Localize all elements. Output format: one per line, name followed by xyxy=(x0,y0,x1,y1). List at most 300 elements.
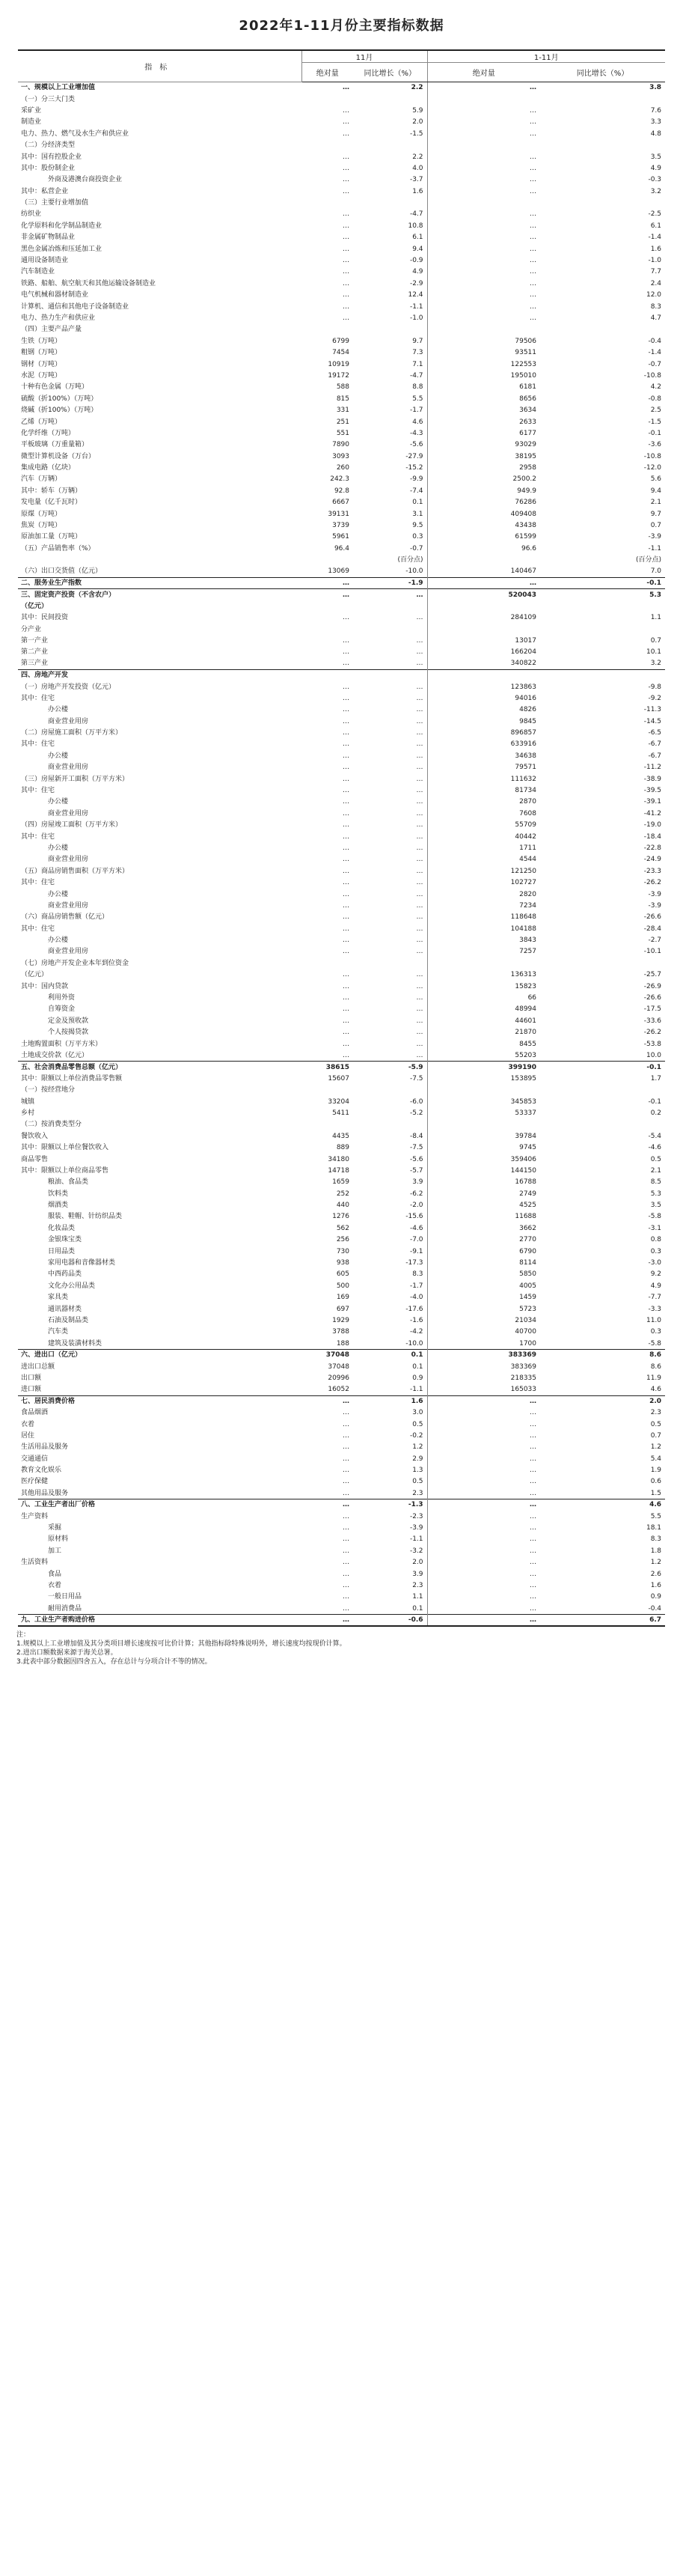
cumulative-absolute-value: 345853 xyxy=(427,1096,540,1107)
cumulative-absolute-value: … xyxy=(427,1419,540,1430)
cumulative-absolute-value: … xyxy=(427,1511,540,1522)
month-absolute-value: 7454 xyxy=(332,349,349,357)
indicator-name: 城镇 xyxy=(21,1097,35,1106)
cumulative-yoy-growth: 5.3 xyxy=(650,1190,662,1198)
cumulative-yoy-growth: -41.2 xyxy=(643,809,662,817)
month-yoy-growth: 9.5 xyxy=(412,522,423,530)
cumulative-yoy-growth: 4.9 xyxy=(650,164,662,172)
table-row xyxy=(18,912,665,923)
indicator-name: 采掘 xyxy=(48,1524,62,1532)
indicator-name: 黑色金属冶炼和压延加工业 xyxy=(21,245,102,253)
cumulative-absolute-value: 949.9 xyxy=(427,485,540,496)
cumulative-yoy-growth: 10.0 xyxy=(646,1051,662,1059)
indicator-name: 办公楼 xyxy=(48,890,69,898)
table-row xyxy=(18,278,665,289)
cumulative-absolute-value: 520043 xyxy=(427,589,540,600)
month-absolute-value: … xyxy=(343,694,349,702)
cumulative-absolute-value: … xyxy=(427,1430,540,1441)
table-row xyxy=(18,335,665,347)
month-absolute-value: … xyxy=(343,1593,349,1601)
cumulative-yoy-growth: 3.5 xyxy=(650,153,662,161)
indicator-name: 其他用品及服务 xyxy=(21,1489,69,1497)
month-absolute-value: … xyxy=(343,279,349,287)
table-row xyxy=(18,451,665,462)
cumulative-yoy-growth xyxy=(540,1084,665,1095)
cumulative-absolute-value: 409408 xyxy=(427,508,540,520)
indicator-name: 第三产业 xyxy=(21,660,49,668)
cumulative-yoy-growth: 0.6 xyxy=(650,1478,662,1486)
cumulative-yoy-growth: 8.3 xyxy=(650,1535,662,1544)
cumulative-yoy-growth: 1.8 xyxy=(650,1547,662,1555)
table-row xyxy=(18,1062,665,1073)
month-absolute-value: … xyxy=(301,577,353,588)
indicator-name: 餐饮收入 xyxy=(21,1132,49,1140)
indicator-name: 电气机械和器材制造业 xyxy=(21,291,89,299)
month-yoy-growth: 5.5 xyxy=(412,395,423,403)
month-yoy-growth: -6.2 xyxy=(409,1190,423,1198)
cumulative-absolute-value: 34638 xyxy=(427,750,540,761)
cumulative-absolute-value: 2500.2 xyxy=(427,474,540,485)
table-row xyxy=(18,508,665,520)
cumulative-yoy-growth: -18.4 xyxy=(643,832,662,841)
month-absolute-value: … xyxy=(343,1431,349,1440)
month-absolute-value: … xyxy=(343,1017,349,1025)
cumulative-absolute-value: … xyxy=(427,1407,540,1418)
cumulative-yoy-growth: 1.2 xyxy=(650,1559,662,1567)
month-yoy-growth: … xyxy=(416,717,423,725)
cumulative-yoy-growth: -12.0 xyxy=(643,464,662,472)
month-yoy-growth: -1.5 xyxy=(409,130,423,138)
indicator-name: 石油及制品类 xyxy=(48,1316,89,1324)
indicator-name: （一）分三大门类 xyxy=(21,95,76,103)
cumulative-absolute-value: 122553 xyxy=(427,359,540,370)
footnotes xyxy=(16,1630,664,1666)
table-row xyxy=(18,889,665,900)
page-title: 2022年1-11月份主要指标数据 xyxy=(239,18,444,34)
cumulative-yoy-growth xyxy=(540,957,665,969)
cumulative-yoy-growth: 4.7 xyxy=(650,314,662,322)
cumulative-absolute-value: 53337 xyxy=(427,1107,540,1118)
month-absolute-value: 4435 xyxy=(332,1132,349,1140)
table-row xyxy=(18,1292,665,1303)
month-absolute-value: 188 xyxy=(336,1339,349,1348)
cumulative-yoy-growth: -0.8 xyxy=(648,395,662,403)
month-yoy-growth: … xyxy=(416,1051,423,1059)
month-yoy-growth: … xyxy=(416,648,423,657)
cumulative-yoy-growth: 2.1 xyxy=(650,1166,662,1175)
month-absolute-value: … xyxy=(343,764,349,772)
table-row xyxy=(18,393,665,404)
indicator-name: 电力、热力、燃气及水生产和供应业 xyxy=(21,130,129,138)
month-yoy-growth: 3.9 xyxy=(412,1178,423,1187)
table-row xyxy=(18,1499,665,1511)
month-yoy-growth: -2.9 xyxy=(409,279,423,287)
table-row xyxy=(18,1361,665,1372)
indicator-name: 利用外资 xyxy=(48,994,76,1002)
cumulative-absolute-value: 140467 xyxy=(427,566,540,577)
table-row xyxy=(18,105,665,116)
month-yoy-growth: -4.0 xyxy=(409,1294,423,1302)
table-row xyxy=(18,532,665,543)
month-absolute-value: … xyxy=(343,890,349,898)
table-row xyxy=(18,647,665,658)
month-yoy-growth: 1.2 xyxy=(412,1443,423,1452)
cumulative-absolute-value: 15823 xyxy=(427,981,540,992)
indicator-name: 其中：住宅 xyxy=(21,925,55,933)
month-yoy-growth: 2.9 xyxy=(412,1455,423,1463)
cumulative-yoy-growth: 0.2 xyxy=(650,1109,662,1117)
cumulative-absolute-value: 76286 xyxy=(427,497,540,508)
table-row xyxy=(18,497,665,508)
cumulative-yoy-growth: 8.6 xyxy=(650,1362,662,1371)
indicator-name: 粗钢（万吨） xyxy=(21,349,62,357)
month-yoy-growth: … xyxy=(416,694,423,702)
table-row xyxy=(18,243,665,255)
month-yoy-growth: … xyxy=(416,1029,423,1037)
indicator-name: 耐用消费品 xyxy=(48,1604,82,1613)
cumulative-absolute-value: 93511 xyxy=(427,347,540,358)
cumulative-absolute-value: … xyxy=(427,290,540,301)
indicator-name: 生产资料 xyxy=(21,1512,49,1520)
cumulative-yoy-growth: -22.8 xyxy=(643,844,662,852)
cumulative-yoy-growth: -0.1 xyxy=(540,577,665,588)
month-absolute-value: … xyxy=(343,1489,349,1497)
cumulative-absolute-value: 633916 xyxy=(427,739,540,750)
indicator-name: （一）按经营地分 xyxy=(21,1086,76,1094)
table-row xyxy=(18,174,665,186)
indicator-name: 个人按揭贷款 xyxy=(48,1029,89,1037)
month-yoy-growth: -1.0 xyxy=(409,314,423,322)
indicator-name: 钢材（万吨） xyxy=(21,360,62,368)
cumulative-absolute-value: … xyxy=(427,82,540,94)
month-yoy-growth: -1.3 xyxy=(353,1499,427,1511)
month-yoy-growth: -1.9 xyxy=(353,577,427,588)
indicator-name: 衣着 xyxy=(48,1581,62,1589)
indicator-name: 其中：轿车（万辆） xyxy=(21,487,82,495)
indicator-name: 居住 xyxy=(21,1431,35,1440)
indicator-name: 商业营业用房 xyxy=(48,948,89,956)
cumulative-absolute-value: 13017 xyxy=(427,635,540,646)
cumulative-yoy-growth: -19.0 xyxy=(643,821,662,829)
month-yoy-growth: -17.3 xyxy=(405,1259,423,1267)
month-absolute-value: … xyxy=(343,913,349,922)
table-row xyxy=(18,1015,665,1026)
month-absolute-value: … xyxy=(343,118,349,127)
cumulative-yoy-growth xyxy=(540,624,665,635)
indicator-table xyxy=(18,49,665,1627)
month-yoy-growth: (百分点) xyxy=(397,556,423,564)
cumulative-yoy-growth: 7.7 xyxy=(650,268,662,276)
table-row xyxy=(18,658,665,669)
month-absolute-value: … xyxy=(343,752,349,760)
month-absolute-value: … xyxy=(343,648,349,657)
table-row xyxy=(18,1557,665,1568)
cumulative-absolute-value: 144150 xyxy=(427,1165,540,1176)
table-row xyxy=(18,520,665,531)
indicator-name: 三、固定资产投资（不含农户） xyxy=(18,589,301,600)
table-row xyxy=(18,1177,665,1188)
month-yoy-growth: 3.0 xyxy=(412,1409,423,1417)
cumulative-absolute-value: 21034 xyxy=(427,1315,540,1326)
indicator-name: 原材料 xyxy=(48,1535,69,1544)
indicator-name: 原煤（万吨） xyxy=(21,510,62,518)
cumulative-yoy-growth: 4.8 xyxy=(650,130,662,138)
indicator-name: 化学纤维（万吨） xyxy=(21,429,76,437)
table-row xyxy=(18,566,665,577)
cumulative-absolute-value: 4826 xyxy=(427,704,540,716)
indicator-name: 汽车类 xyxy=(48,1328,69,1336)
cumulative-yoy-growth: 8.5 xyxy=(650,1178,662,1187)
cumulative-absolute-value: 40442 xyxy=(427,831,540,842)
cumulative-absolute-value: 383369 xyxy=(427,1349,540,1360)
month-yoy-growth: -5.7 xyxy=(409,1166,423,1175)
indicator-name: 食品 xyxy=(48,1570,62,1578)
month-absolute-value: … xyxy=(343,821,349,829)
month-yoy-growth: 2.0 xyxy=(412,118,423,127)
table-row xyxy=(18,267,665,278)
indicator-name: 粮油、食品类 xyxy=(48,1178,89,1187)
cumulative-yoy-growth: 2.6 xyxy=(650,1570,662,1578)
indicator-name: 加工 xyxy=(48,1547,62,1555)
cumulative-absolute-value: … xyxy=(427,312,540,323)
month-yoy-growth: 6.1 xyxy=(412,234,423,242)
cumulative-absolute-value: 284109 xyxy=(427,612,540,623)
table-row xyxy=(18,324,665,335)
cumulative-absolute-value: 359406 xyxy=(427,1154,540,1165)
cumulative-absolute-value: 8455 xyxy=(427,1038,540,1050)
cumulative-absolute-value: 4525 xyxy=(427,1199,540,1211)
table-row xyxy=(18,117,665,128)
cumulative-yoy-growth: 0.3 xyxy=(650,1247,662,1255)
indicator-name: 家具类 xyxy=(48,1294,69,1302)
indicator-name: 外商及港澳台商投资企业 xyxy=(48,176,123,184)
month-absolute-value: … xyxy=(343,257,349,265)
month-yoy-growth: … xyxy=(416,913,423,922)
month-yoy-growth: -15.6 xyxy=(405,1213,423,1221)
cumulative-yoy-growth: 2.5 xyxy=(650,407,662,415)
cumulative-absolute-value: 44601 xyxy=(427,1015,540,1026)
table-row xyxy=(18,151,665,162)
indicator-name: 原油加工量（万吨） xyxy=(21,533,82,541)
cumulative-absolute-value: … xyxy=(427,174,540,186)
month-yoy-growth: -27.9 xyxy=(405,452,423,460)
cumulative-yoy-growth: -10.8 xyxy=(643,452,662,460)
indicator-name: 商品零售 xyxy=(21,1155,49,1163)
cumulative-absolute-value xyxy=(427,1119,540,1130)
cumulative-absolute-value: 123863 xyxy=(427,681,540,692)
month-yoy-growth: -1.1 xyxy=(409,1386,423,1394)
cumulative-yoy-growth: 2.4 xyxy=(650,279,662,287)
indicator-name: 办公楼 xyxy=(48,844,69,852)
indicator-name: 商业营业用房 xyxy=(48,717,89,725)
month-absolute-value: 1929 xyxy=(332,1316,349,1324)
cumulative-yoy-growth: -3.9 xyxy=(648,901,662,910)
indicator-name: 八、工业生产者出厂价格 xyxy=(18,1499,301,1511)
cumulative-yoy-growth: 1.2 xyxy=(650,1443,662,1452)
table-row xyxy=(18,290,665,301)
month-yoy-growth: … xyxy=(416,982,423,990)
cumulative-yoy-growth: -10.1 xyxy=(643,948,662,956)
table-row xyxy=(18,1545,665,1556)
cumulative-yoy-growth: -10.8 xyxy=(643,371,662,380)
month-absolute-value xyxy=(301,957,353,969)
indicator-name: 发电量（亿千瓦时） xyxy=(21,499,82,507)
cumulative-absolute-value: 2870 xyxy=(427,797,540,808)
cumulative-absolute-value: … xyxy=(427,1395,540,1407)
month-absolute-value: … xyxy=(301,1395,353,1407)
table-row xyxy=(18,635,665,646)
cumulative-absolute-value: 121250 xyxy=(427,865,540,877)
cumulative-yoy-growth: 0.9 xyxy=(650,1593,662,1601)
month-yoy-growth: … xyxy=(416,1040,423,1048)
cumulative-yoy-growth: 1.5 xyxy=(650,1489,662,1497)
month-yoy-growth: 4.9 xyxy=(412,268,423,276)
month-yoy-growth: -5.6 xyxy=(409,1155,423,1163)
month-absolute-value: … xyxy=(343,222,349,230)
table-row xyxy=(18,1580,665,1591)
indicator-name: 其中：限额以上单位消费品零售额 xyxy=(21,1074,123,1083)
month-absolute-value: … xyxy=(343,1478,349,1486)
cumulative-absolute-value: … xyxy=(427,255,540,266)
month-absolute-value: 5411 xyxy=(332,1109,349,1117)
month-yoy-growth: … xyxy=(416,994,423,1002)
indicator-name: 生活用品及服务 xyxy=(21,1443,69,1452)
month-absolute-value: … xyxy=(343,867,349,875)
month-yoy-growth: … xyxy=(416,1005,423,1014)
cumulative-absolute-value: 5723 xyxy=(427,1303,540,1315)
cumulative-absolute-value: 9845 xyxy=(427,716,540,727)
table-row xyxy=(18,485,665,496)
month-absolute-value: 938 xyxy=(336,1259,349,1267)
indicator-name: 土地成交价款（亿元） xyxy=(21,1051,89,1059)
indicator-name: 办公楼 xyxy=(48,752,69,760)
table-row xyxy=(18,1511,665,1522)
table-row xyxy=(18,94,665,105)
cumulative-yoy-growth: -28.4 xyxy=(643,925,662,933)
cumulative-absolute-value: 66 xyxy=(427,992,540,1003)
indicator-name: 汽车制造业 xyxy=(21,268,55,276)
indicator-name: 金银珠宝类 xyxy=(48,1236,82,1244)
indicator-name: 进口额 xyxy=(21,1386,42,1394)
month-yoy-growth: 3.1 xyxy=(412,510,423,518)
month-yoy-growth: -7.0 xyxy=(409,1236,423,1244)
indicator-name: 文化办公用品类 xyxy=(48,1282,96,1290)
table-row xyxy=(18,681,665,692)
table-row xyxy=(18,692,665,704)
cumulative-absolute-value: 9745 xyxy=(427,1142,540,1153)
cumulative-absolute-value: … xyxy=(427,232,540,243)
table-row xyxy=(18,1222,665,1234)
cumulative-yoy-growth: -3.0 xyxy=(648,1259,662,1267)
indicator-table-body xyxy=(18,82,665,1626)
cumulative-yoy-growth: 3.2 xyxy=(650,660,662,668)
month-absolute-value: … xyxy=(343,660,349,668)
month-yoy-growth: 0.5 xyxy=(412,1420,423,1428)
cumulative-absolute-value: … xyxy=(427,1568,540,1580)
cumulative-yoy-growth: (百分点) xyxy=(636,556,662,564)
table-row xyxy=(18,1338,665,1349)
table-row xyxy=(18,1084,665,1095)
table-row xyxy=(18,739,665,750)
cumulative-absolute-value: 48994 xyxy=(427,1004,540,1015)
month-yoy-growth xyxy=(353,1119,427,1130)
cumulative-absolute-value xyxy=(427,555,540,566)
cumulative-yoy-growth: 9.7 xyxy=(650,510,662,518)
indicator-name: （四）主要产品产量 xyxy=(21,326,82,334)
indicator-name: 定金及预收款 xyxy=(48,1017,89,1025)
indicator-name: 其中：股份制企业 xyxy=(21,164,76,172)
indicator-name: 自筹资金 xyxy=(48,1005,76,1014)
table-row xyxy=(18,727,665,738)
indicator-name: 计算机、通信和其他电子设备制造业 xyxy=(21,302,129,311)
table-row xyxy=(18,186,665,197)
table-row xyxy=(18,1372,665,1383)
month-absolute-value: 588 xyxy=(336,383,349,392)
month-yoy-growth: 8.8 xyxy=(412,383,423,392)
table-row xyxy=(18,1476,665,1488)
cumulative-yoy-growth: 12.0 xyxy=(646,291,662,299)
month-absolute-value xyxy=(301,197,353,208)
table-row xyxy=(18,808,665,819)
cumulative-absolute-value: 94016 xyxy=(427,692,540,704)
cumulative-absolute-value: 79571 xyxy=(427,762,540,773)
cumulative-absolute-value: 104188 xyxy=(427,923,540,934)
cumulative-yoy-growth: -9.8 xyxy=(648,683,662,691)
cumulative-yoy-growth: -9.2 xyxy=(648,694,662,702)
footnote-3: 3.此表中部分数据因四舍五入，存在总计与分项合计不等的情况。 xyxy=(16,1657,212,1666)
indicator-name: 一般日用品 xyxy=(48,1593,82,1601)
month-absolute-value: … xyxy=(343,1512,349,1520)
month-yoy-growth: 8.3 xyxy=(412,1270,423,1279)
table-row xyxy=(18,577,665,588)
cumulative-yoy-growth: 2.0 xyxy=(540,1395,665,1407)
month-absolute-value: 92.8 xyxy=(334,487,349,495)
cumulative-yoy-growth xyxy=(540,600,665,612)
cumulative-yoy-growth: -1.4 xyxy=(648,234,662,242)
month-yoy-growth: -5.2 xyxy=(409,1109,423,1117)
month-yoy-growth: … xyxy=(416,660,423,668)
month-absolute-value: … xyxy=(343,982,349,990)
indicator-name: 其中：私营企业 xyxy=(21,187,69,195)
month-yoy-growth: 0.1 xyxy=(353,1349,427,1360)
indicator-name: 其中：住宅 xyxy=(21,832,55,841)
indicator-name: 电力、热力生产和供应业 xyxy=(21,314,96,322)
cumulative-yoy-growth: 9.2 xyxy=(650,1270,662,1279)
month-absolute-value: … xyxy=(343,1547,349,1555)
cumulative-yoy-growth: 0.5 xyxy=(650,1420,662,1428)
table-row xyxy=(18,1280,665,1291)
cumulative-yoy-growth: 4.9 xyxy=(650,1282,662,1290)
month-yoy-growth: -1.1 xyxy=(409,1535,423,1544)
table-row xyxy=(18,1038,665,1050)
indicator-name: 出口额 xyxy=(21,1374,42,1382)
table-row xyxy=(18,1603,665,1614)
month-absolute-value: 20996 xyxy=(328,1374,349,1382)
month-absolute-value: … xyxy=(343,268,349,276)
table-row xyxy=(18,946,665,957)
month-absolute-value: 5961 xyxy=(332,533,349,541)
month-yoy-growth: 1.1 xyxy=(412,1593,423,1601)
table-row xyxy=(18,957,665,969)
indicator-name: （亿元） xyxy=(21,971,49,979)
indicator-name: 汽车（万辆） xyxy=(21,475,62,484)
cumulative-absolute-value: … xyxy=(427,267,540,278)
indicator-name: 一、规模以上工业增加值 xyxy=(18,82,301,94)
indicator-name: 焦炭（万吨） xyxy=(21,522,62,530)
cumulative-yoy-growth: 9.4 xyxy=(650,487,662,495)
cumulative-absolute-value: 4005 xyxy=(427,1280,540,1291)
cumulative-absolute-value: 3662 xyxy=(427,1222,540,1234)
